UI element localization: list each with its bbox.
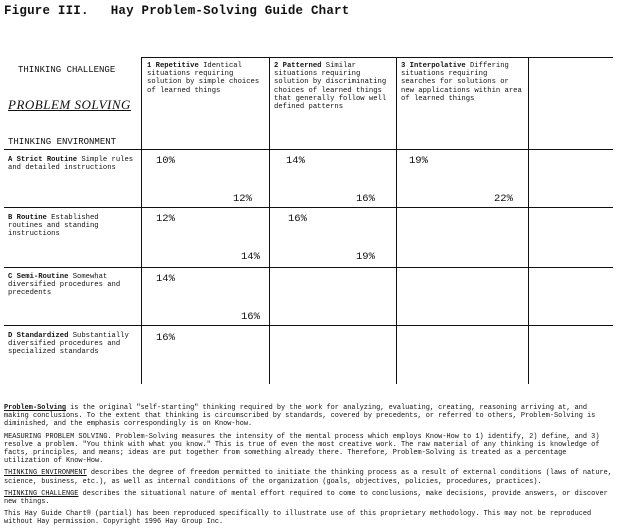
grid-col1-rule — [141, 57, 142, 384]
grid-row-a-rule — [4, 207, 613, 208]
grid-header-rule — [4, 149, 613, 150]
cell-b1-high: 14% — [241, 251, 260, 263]
cell-c1-low: 14% — [156, 273, 175, 285]
cell-a3-low: 19% — [409, 155, 428, 167]
thinking-environment-label: THINKING ENVIRONMENT — [8, 137, 117, 147]
cell-a2-low: 14% — [286, 155, 305, 167]
cell-b2-high: 19% — [356, 251, 375, 263]
note-thinking-environment: THINKING ENVIRONMENT describes the degree of freedom permitted to initiate the thinking process as a result of external conditions (laws of nature, science, business, etc.), as well as internal conditions of the organization (goals, objectives, policies, procedures, practices). — [4, 469, 612, 486]
guide-chart-grid — [4, 57, 613, 384]
column-header-patterned: 2 Patterned Similar situations requiring solution by discriminating choices of learned things that generally follow well defined patterns — [274, 62, 387, 112]
cell-c1-high: 16% — [241, 311, 260, 323]
column-header-interpolative: 3 Interpolative Differing situations requiring searches for solutions or new applications within area of learned things — [401, 62, 522, 103]
figure-title — [4, 4, 349, 18]
cell-d1-low: 16% — [156, 332, 175, 344]
cell-b1-low: 12% — [156, 213, 175, 225]
cell-a1-low: 10% — [156, 155, 175, 167]
row-header-semi-routine: C Semi-Routine Somewhat diversified procedures and precedents — [8, 273, 121, 298]
grid-col3-rule — [396, 57, 397, 384]
row-header-routine: B Routine Established routines and standing instructions — [8, 214, 99, 239]
chart-notes — [4, 404, 613, 531]
row-header-strict-routine: A Strict Routine Simple rules and detailed instructions — [8, 156, 134, 173]
note-thinking-challenge: THINKING CHALLENGE describes the situational nature of mental effort required to come to conclusions, make decisions, provide answers, or discover new things. — [4, 489, 608, 507]
cell-a1-high: 12% — [233, 193, 252, 205]
chart-name: Hay Problem-Solving Guide Chart — [110, 4, 350, 18]
note-copyright: This Hay Guide Chart® (partial) has been reproduced specifically to illustrate use of this proprietary methodology. This may not be reproduced without Hay permission. Copyright 1996 Hay Group Inc. — [4, 510, 592, 527]
problem-solving-label: PROBLEM SOLVING — [8, 97, 131, 112]
grid-top-rule — [141, 57, 613, 58]
column-header-repetitive: 1 Repetitive Identical situations requiring solution by simple choices of learned things — [147, 62, 260, 95]
figure-label: Figure III. — [4, 4, 89, 18]
grid-row-c-rule — [4, 325, 613, 326]
grid-col2-rule — [269, 57, 270, 384]
thinking-challenge-label: THINKING CHALLENGE — [18, 65, 116, 75]
note-measuring: MEASURING PROBLEM SOLVING. Problem-Solving measures the intensity of the mental process which employs Know-How to 1) identify, 2) define, and 3) resolve a problem. "You think with what you know." This is true of even the most creative work. The raw material of any thinking is knowledge of facts, principles, and means; ideas are put together from something already there. Therefore, Problem-Solving is treated as a percentage utilization of Know-How. — [4, 432, 600, 466]
cell-a3-high: 22% — [494, 193, 513, 205]
cell-b2-low: 16% — [288, 213, 307, 225]
grid-row-b-rule — [4, 267, 613, 268]
grid-col4-rule — [528, 57, 529, 384]
cell-a2-high: 16% — [356, 193, 375, 205]
note-problem-solving: Problem-Solving is the original "self-starting" thinking required by the work for analyzing, evaluating, creating, reasoning arriving at, and making conclusions. To the extent that thinking is circumscribed by standards, covered by precedents, or referred to others, Problem-Solving is diminished, and the emphasis correspondingly is on Know-how. — [4, 404, 596, 429]
row-header-standardized: D Standardized Substantially diversified procedures and specialized standards — [8, 332, 129, 357]
